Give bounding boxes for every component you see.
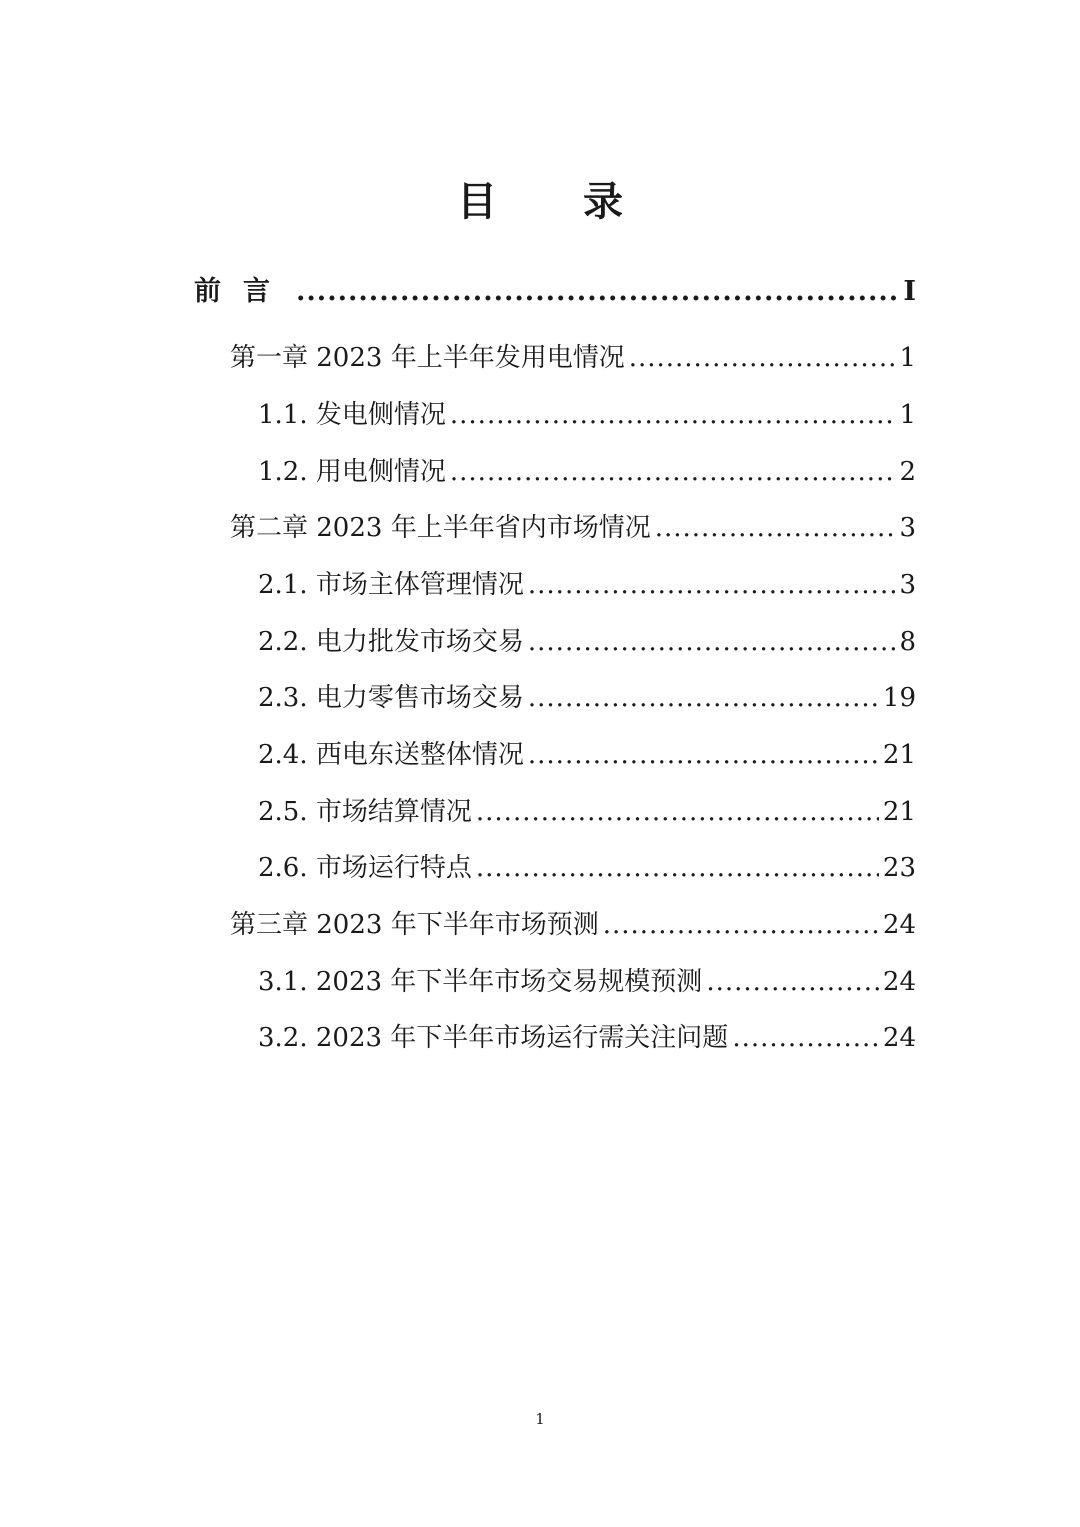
toc-entry[interactable] <box>258 735 916 775</box>
toc-entry-page: 1 <box>899 343 916 373</box>
toc-entry[interactable] <box>258 792 916 832</box>
toc-leader-dots <box>528 622 896 662</box>
page-number: 1 <box>535 1410 545 1428</box>
toc-entry-title: 2.6. 市场运行特点 <box>258 853 472 883</box>
toc-entry-title: 1.2. 用电侧情况 <box>258 457 446 487</box>
toc-entry-page: 23 <box>882 853 916 883</box>
toc-leader-dots <box>450 395 896 435</box>
toc-leader-dots <box>528 565 896 605</box>
toc-entry[interactable] <box>258 395 916 435</box>
toc-entry-page: 19 <box>882 683 916 713</box>
toc-entry-title: 2.4. 西电东送整体情况 <box>258 740 524 770</box>
toc-entry-title: 第二章 2023 年上半年省内市场情况 <box>230 513 651 543</box>
toc-entry-page: 2 <box>899 457 916 487</box>
toc-entry-page: 1 <box>899 400 916 430</box>
toc-entry[interactable] <box>258 678 916 718</box>
toc-leader-dots <box>732 1018 879 1058</box>
toc-leader-dots <box>706 962 879 1002</box>
toc-entry[interactable] <box>258 1018 916 1058</box>
toc-entry-title: 2.5. 市场结算情况 <box>258 797 472 827</box>
toc-entry[interactable] <box>258 452 916 492</box>
toc-leader-dots <box>476 848 879 888</box>
toc-entry[interactable] <box>258 848 916 888</box>
page-title: 目 录 <box>457 179 659 225</box>
toc-leader-dots <box>296 272 899 312</box>
toc-entry-title: 3.1. 2023 年下半年市场交易规模预测 <box>258 967 703 997</box>
toc-entry-page: 3 <box>899 570 916 600</box>
toc-entry-page: I <box>903 276 916 307</box>
toc-entry-title: 2.1. 市场主体管理情况 <box>258 570 524 600</box>
toc-entry-title: 1.1. 发电侧情况 <box>258 400 446 430</box>
toc-entry-title: 前言 <box>194 276 292 307</box>
toc-entry-page: 3 <box>899 513 916 543</box>
toc-entry[interactable] <box>194 272 916 312</box>
toc-leader-dots <box>655 508 896 548</box>
toc-entry[interactable] <box>258 962 916 1002</box>
toc-entry-page: 24 <box>882 1023 916 1053</box>
toc-leader-dots <box>603 905 879 945</box>
toc-entry-page: 24 <box>882 910 916 940</box>
toc-entry-title: 第一章 2023 年上半年发用电情况 <box>230 343 625 373</box>
toc-entry-title: 第三章 2023 年下半年市场预测 <box>230 910 599 940</box>
toc-leader-dots <box>528 735 879 775</box>
toc-entry-page: 8 <box>899 627 916 657</box>
toc-entry[interactable] <box>230 508 916 548</box>
toc-entry-title: 3.2. 2023 年下半年市场运行需关注问题 <box>258 1023 729 1053</box>
toc-leader-dots <box>528 678 879 718</box>
toc-entry-title: 2.2. 电力批发市场交易 <box>258 627 524 657</box>
toc-entry-page: 24 <box>882 967 916 997</box>
toc-leader-dots <box>450 452 896 492</box>
toc-entry[interactable] <box>230 905 916 945</box>
toc-entry[interactable] <box>258 565 916 605</box>
toc-entry[interactable] <box>258 622 916 662</box>
toc-entry[interactable] <box>230 338 916 378</box>
toc-entry-page: 21 <box>882 740 916 770</box>
toc-entry-page: 21 <box>882 797 916 827</box>
toc-leader-dots <box>629 338 896 378</box>
toc-leader-dots <box>476 792 879 832</box>
toc-entry-title: 2.3. 电力零售市场交易 <box>258 683 524 713</box>
